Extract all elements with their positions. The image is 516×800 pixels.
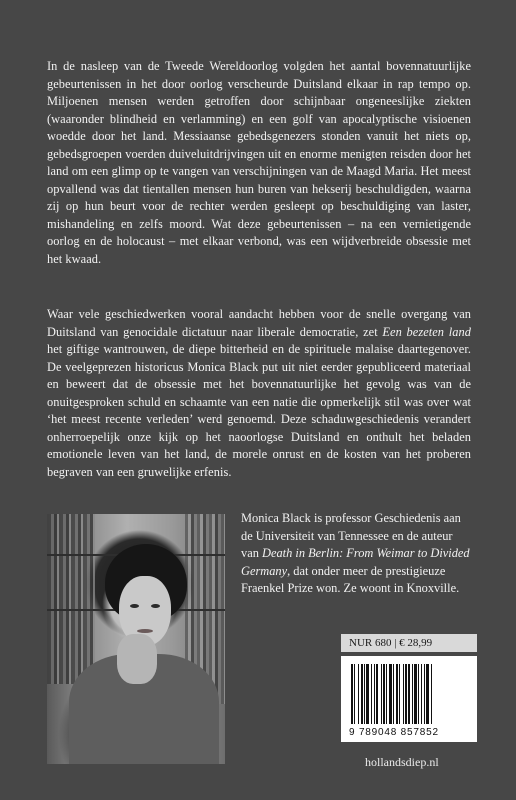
blurb-paragraph-1	[47, 58, 471, 269]
author-bio	[241, 510, 473, 598]
barcode-bar	[431, 664, 432, 724]
barcode-bar	[399, 664, 400, 724]
barcode-bar	[403, 664, 404, 724]
book-title-italic: Een bezeten land	[382, 324, 471, 339]
barcode-bar	[366, 664, 369, 724]
price-label	[341, 634, 477, 652]
barcode-bar	[414, 664, 417, 724]
barcode-bar	[418, 664, 419, 724]
barcode-bar	[421, 664, 422, 724]
blurb-paragraph-2	[47, 306, 471, 481]
barcode-bar	[376, 664, 378, 724]
barcode-bar	[364, 664, 365, 724]
barcode-bar	[424, 664, 425, 724]
author-hand	[117, 634, 157, 684]
bookshelf-left	[47, 514, 95, 684]
barcode-bar	[351, 664, 353, 724]
barcode-bar	[371, 664, 372, 724]
author-photo	[47, 514, 225, 764]
author-mouth	[137, 629, 153, 633]
blurb-paragraph-1-text: In de nasleep van de Tweede Wereldoorlog volgden het aantal bovennatuurlijke gebeurtenissen in het door oorlog verscheurde Duitsland elkaar in rap tempo op. Miljoenen mensen werden getroffen door schijnbaar ongeneeslijke ziekten (waaronder blindheid en verlamming) en een golf van apocalyptische visioenen woedde door het land. Messiaanse gebedsgenezers stonden vanuit het niets op, gebedsgroepen voerden duiveluitdrijvingen uit en enorme menigten reisden door het land om een glimp op te vangen van verschijningen van de Maagd Maria. Het meest opvallend was dat tientallen mensen hun buren van hekserij beschuldigden, waarna zij op hun beurt voor de rechter werden gesleept op beschuldiging van laster, mishandeling en zelfs moord. Wat deze gebeurtenissen – na een vernietigende oorlog en de holocaust – met elkaar verbond, was een wijdverbreide obsessie met het kwaad.	[47, 59, 471, 267]
blurb-paragraph-2-rest: het giftige wantrouwen, de diepe bitterheid en de spirituele malaise daartegenover. De veelgeprezen historicus Monica Black put uit niet eerder gepubliceerd materiaal en beweert dat de obsessie met het bovennatuurlijke het gevolg was van de onuitgesproken schuld en schaamte van een natie die opmerkelijk stil was over wat ‘het meest recente verleden’ werd genoemd. Deze schaduwgeschiedenis verandert onherroepelijk onze kijk op het naoorlogse Duitsland en onthult het beladen emotionele leven van het land, de morele onrust en de kosten van het proberen begraven van een gruwelijke erfenis.	[47, 342, 471, 479]
barcode-bar	[405, 664, 407, 724]
isbn-barcode	[341, 656, 477, 742]
barcode-bar	[354, 664, 355, 724]
barcode-bar	[393, 664, 394, 724]
barcode-bar	[408, 664, 410, 724]
barcode-bar	[383, 664, 385, 724]
author-bio-lead: Monica Black is professor Geschiedenis aan de Universiteit van Tennessee en de auteur van	[241, 511, 461, 561]
isbn-number: 9 789048 857852	[349, 727, 439, 738]
price-text: NUR 680 | € 28,99	[349, 637, 433, 649]
author-previous-book-title: Death in Berlin: From Weimar to Divided Germany	[241, 546, 470, 578]
barcode-bar	[389, 664, 392, 724]
barcode-bar	[381, 664, 382, 724]
author-eye-left	[130, 604, 139, 608]
publisher-url: hollandsdiep.nl	[365, 755, 439, 769]
barcode-bar	[412, 664, 413, 724]
barcode-bar	[374, 664, 375, 724]
barcode-bar	[396, 664, 398, 724]
barcode-bar	[358, 664, 359, 724]
blurb-paragraph-2-lead: Waar vele geschiedwerken vooral aandacht hebben voor de snelle overgang van Duitsland van genocidale dictatuur naar liberale democratie, zet	[47, 307, 471, 339]
author-bio-rest: , dat onder meer de prestigieuze Fraenkel Prize won. Ze woont in Knoxville.	[241, 563, 460, 596]
barcode-bar	[426, 664, 429, 724]
author-eye-right	[151, 604, 160, 608]
barcode-bar	[361, 664, 363, 724]
barcode-bars	[349, 664, 469, 724]
barcode-bar	[386, 664, 387, 724]
